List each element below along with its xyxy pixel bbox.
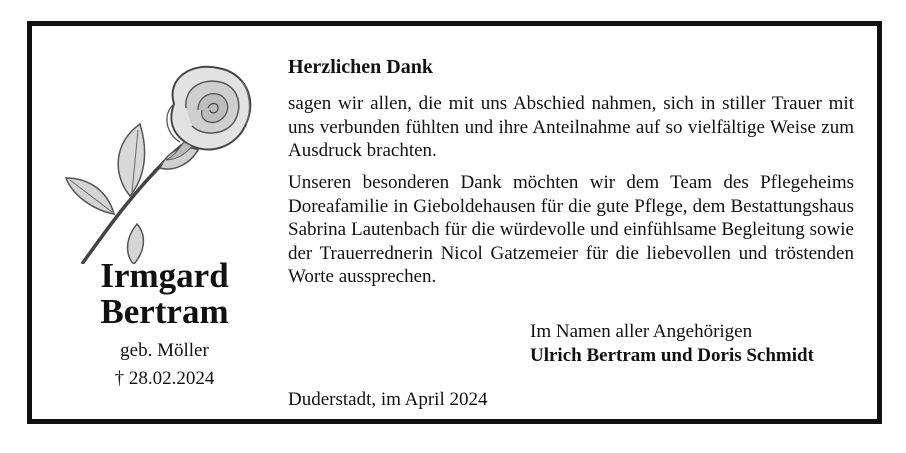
thank-you-text-panel bbox=[288, 26, 854, 419]
rose-icon bbox=[62, 64, 252, 264]
obituary-notice-frame bbox=[27, 21, 882, 424]
signature-names: Ulrich Bertram und Doris Schmidt bbox=[530, 345, 814, 366]
deceased-panel bbox=[32, 26, 297, 419]
notice-paragraph-2: Unseren besonderen Dank möchten wir dem Team des Pflegeheims Doreafamilie in Gieboldehausen für die gute Pflege, dem Bestattungshaus Sabrina Lautenbach für die würdevolle und einfühlsame Begleitung sowie der Trauerrednerin Nicol Gatzemeier für die liebevollen und tröstenden Worte aussprechen. bbox=[288, 172, 854, 287]
deceased-last-name: Bertram bbox=[100, 292, 229, 331]
notice-paragraph-1: sagen wir allen, die mit uns Abschied nahmen, sich in stiller Trauer mit uns verbunden fühlten und ihre Anteilnahme auf so vielfältige Weise zum Ausdruck brachten. bbox=[288, 93, 854, 161]
notice-heading: Herzlichen Dank bbox=[288, 56, 433, 78]
deceased-first-name: Irmgard bbox=[100, 256, 229, 295]
place-and-date: Duderstadt, im April 2024 bbox=[288, 389, 488, 410]
signature-intro: Im Namen aller Angehörigen bbox=[530, 321, 753, 342]
deceased-maiden-name: geb. Möller bbox=[120, 340, 209, 361]
deceased-death-date: † 28.02.2024 bbox=[114, 368, 215, 389]
